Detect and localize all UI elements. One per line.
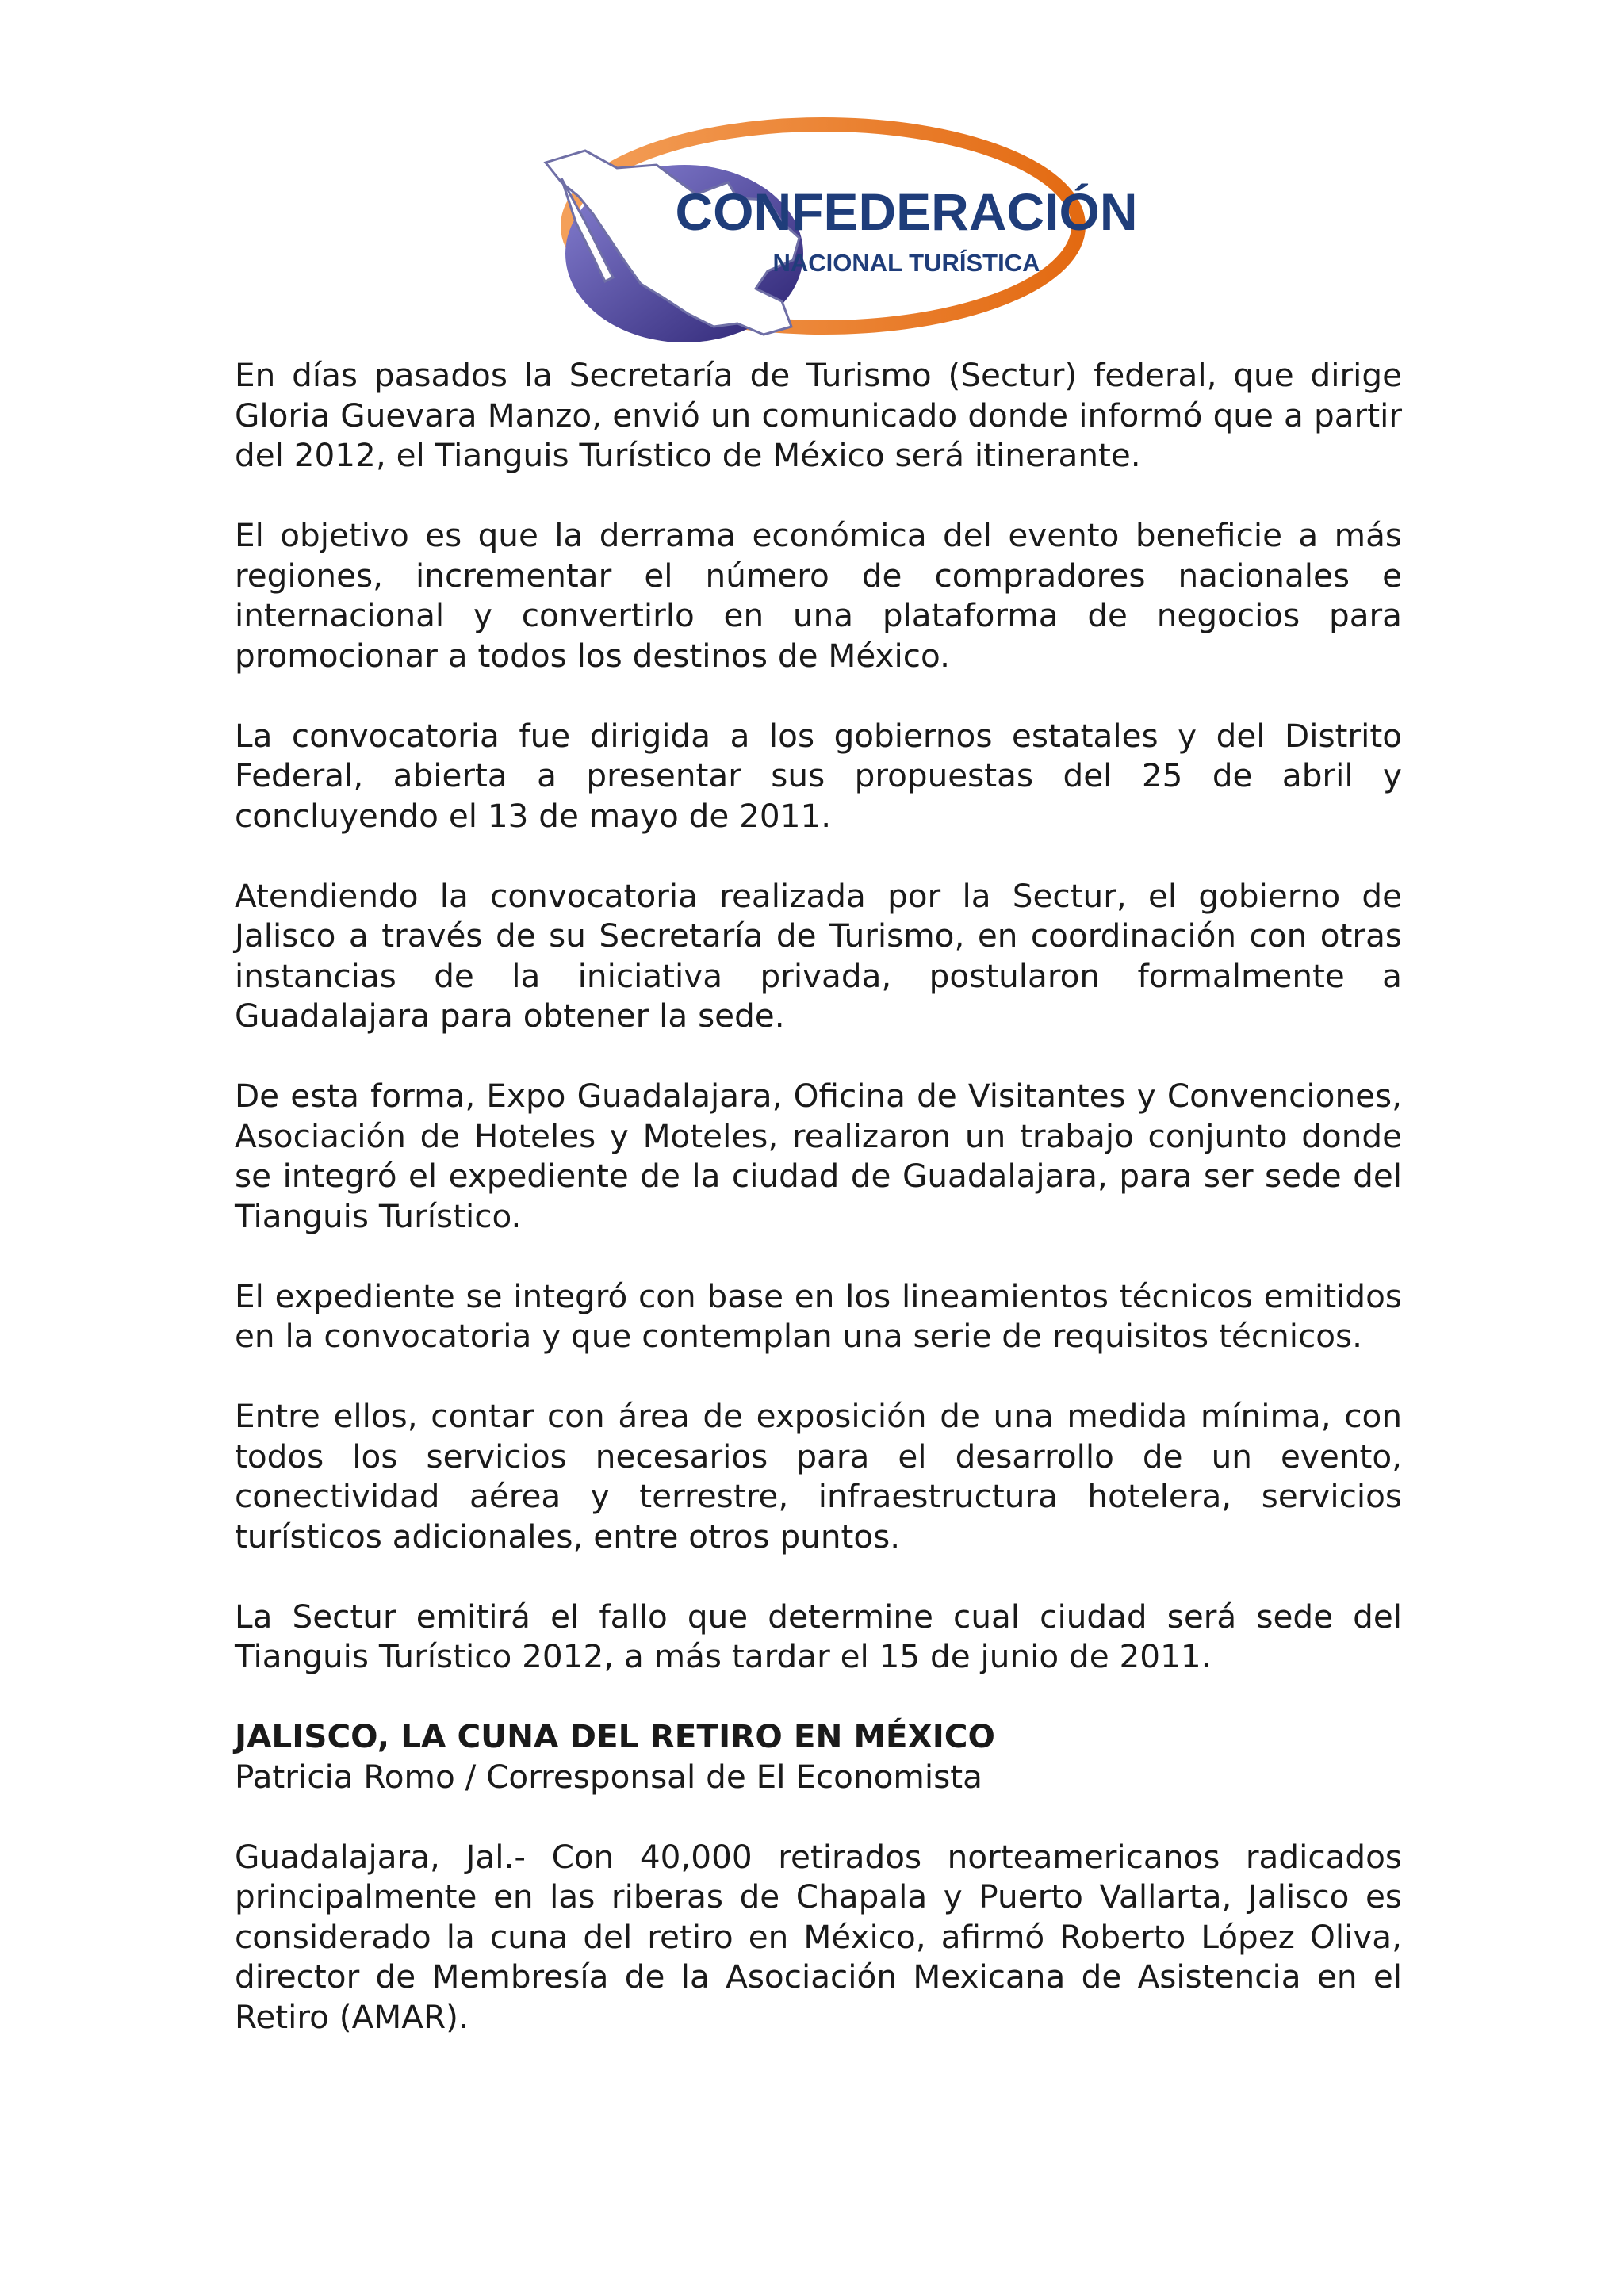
logo-graphic <box>530 119 1138 349</box>
paragraph: El objetivo es que la derrama económica del evento beneficie a más regiones, incrementar el número de compradores nacionales e internacional y convertirlo en una plataforma de negocios para promocionar a todos los destinos de México. <box>235 516 1402 675</box>
paragraph: El expediente se integró con base en los lineamientos técnicos emitidos en la convocatoria y que contemplan una serie de requisitos técnicos. <box>235 1276 1402 1355</box>
logo-title-text: CONFEDERACIÓN <box>675 182 1138 241</box>
paragraph: La convocatoria fue dirigida a los gobiernos estatales y del Distrito Federal, abierta a presentar sus propuestas del 25 de abril y concluyendo el 13 de mayo de 2011. <box>235 716 1402 835</box>
paragraph: La Sectur emitirá el fallo que determine cual ciudad será sede del Tianguis Turístico 2012, a más tardar el 15 de junio de 2011. <box>235 1597 1402 1675</box>
paragraph: De esta forma, Expo Guadalajara, Oficina de Visitantes y Convenciones, Asociación de Hoteles y Moteles, realizaron un trabajo conjunto donde se integró el expediente de la ciudad de Guadalajara, para ser sede del Tianguis Turístico. <box>235 1077 1402 1235</box>
article-paragraph: Guadalajara, Jal.- Con 40,000 retirados norteamericanos radicados principalmente en las riberas de Chapala y Puerto Vallarta, Jalisco es considerado la cuna del retiro en México, afirmó Roberto López Oliva, director de Membresía de la Asociación Mexicana de Asistencia en el Retiro (AMAR). <box>235 1837 1402 2036</box>
document-body <box>235 355 1402 2077</box>
confederacion-logo <box>530 119 1138 349</box>
paragraph: Atendiendo la convocatoria realizada por la Sectur, el gobierno de Jalisco a través de su Secretaría de Turismo, en coordinación con otras instancias de la iniciativa privada, postularon formalmente a Guadalajara para obtener la sede. <box>235 876 1402 1035</box>
article-heading: JALISCO, LA CUNA DEL RETIRO EN MÉXICO <box>235 1717 995 1755</box>
paragraph: En días pasados la Secretaría de Turismo (Sectur) federal, que dirige Gloria Guevara Manzo, envió un comunicado donde informó que a partir del 2012, el Tianguis Turístico de México será itinerante. <box>235 356 1402 474</box>
logo-subtitle-text: NACIONAL TURÍSTICA <box>772 249 1040 277</box>
article-byline: Patricia Romo / Corresponsal de El Economista <box>235 1757 982 1796</box>
paragraph: Entre ellos, contar con área de exposición de una medida mínima, con todos los servicios necesarios para el desarrollo de un evento, conectividad aérea y terrestre, infraestructura hotelera, servicios turísticos adicionales, entre otros puntos. <box>235 1397 1402 1556</box>
